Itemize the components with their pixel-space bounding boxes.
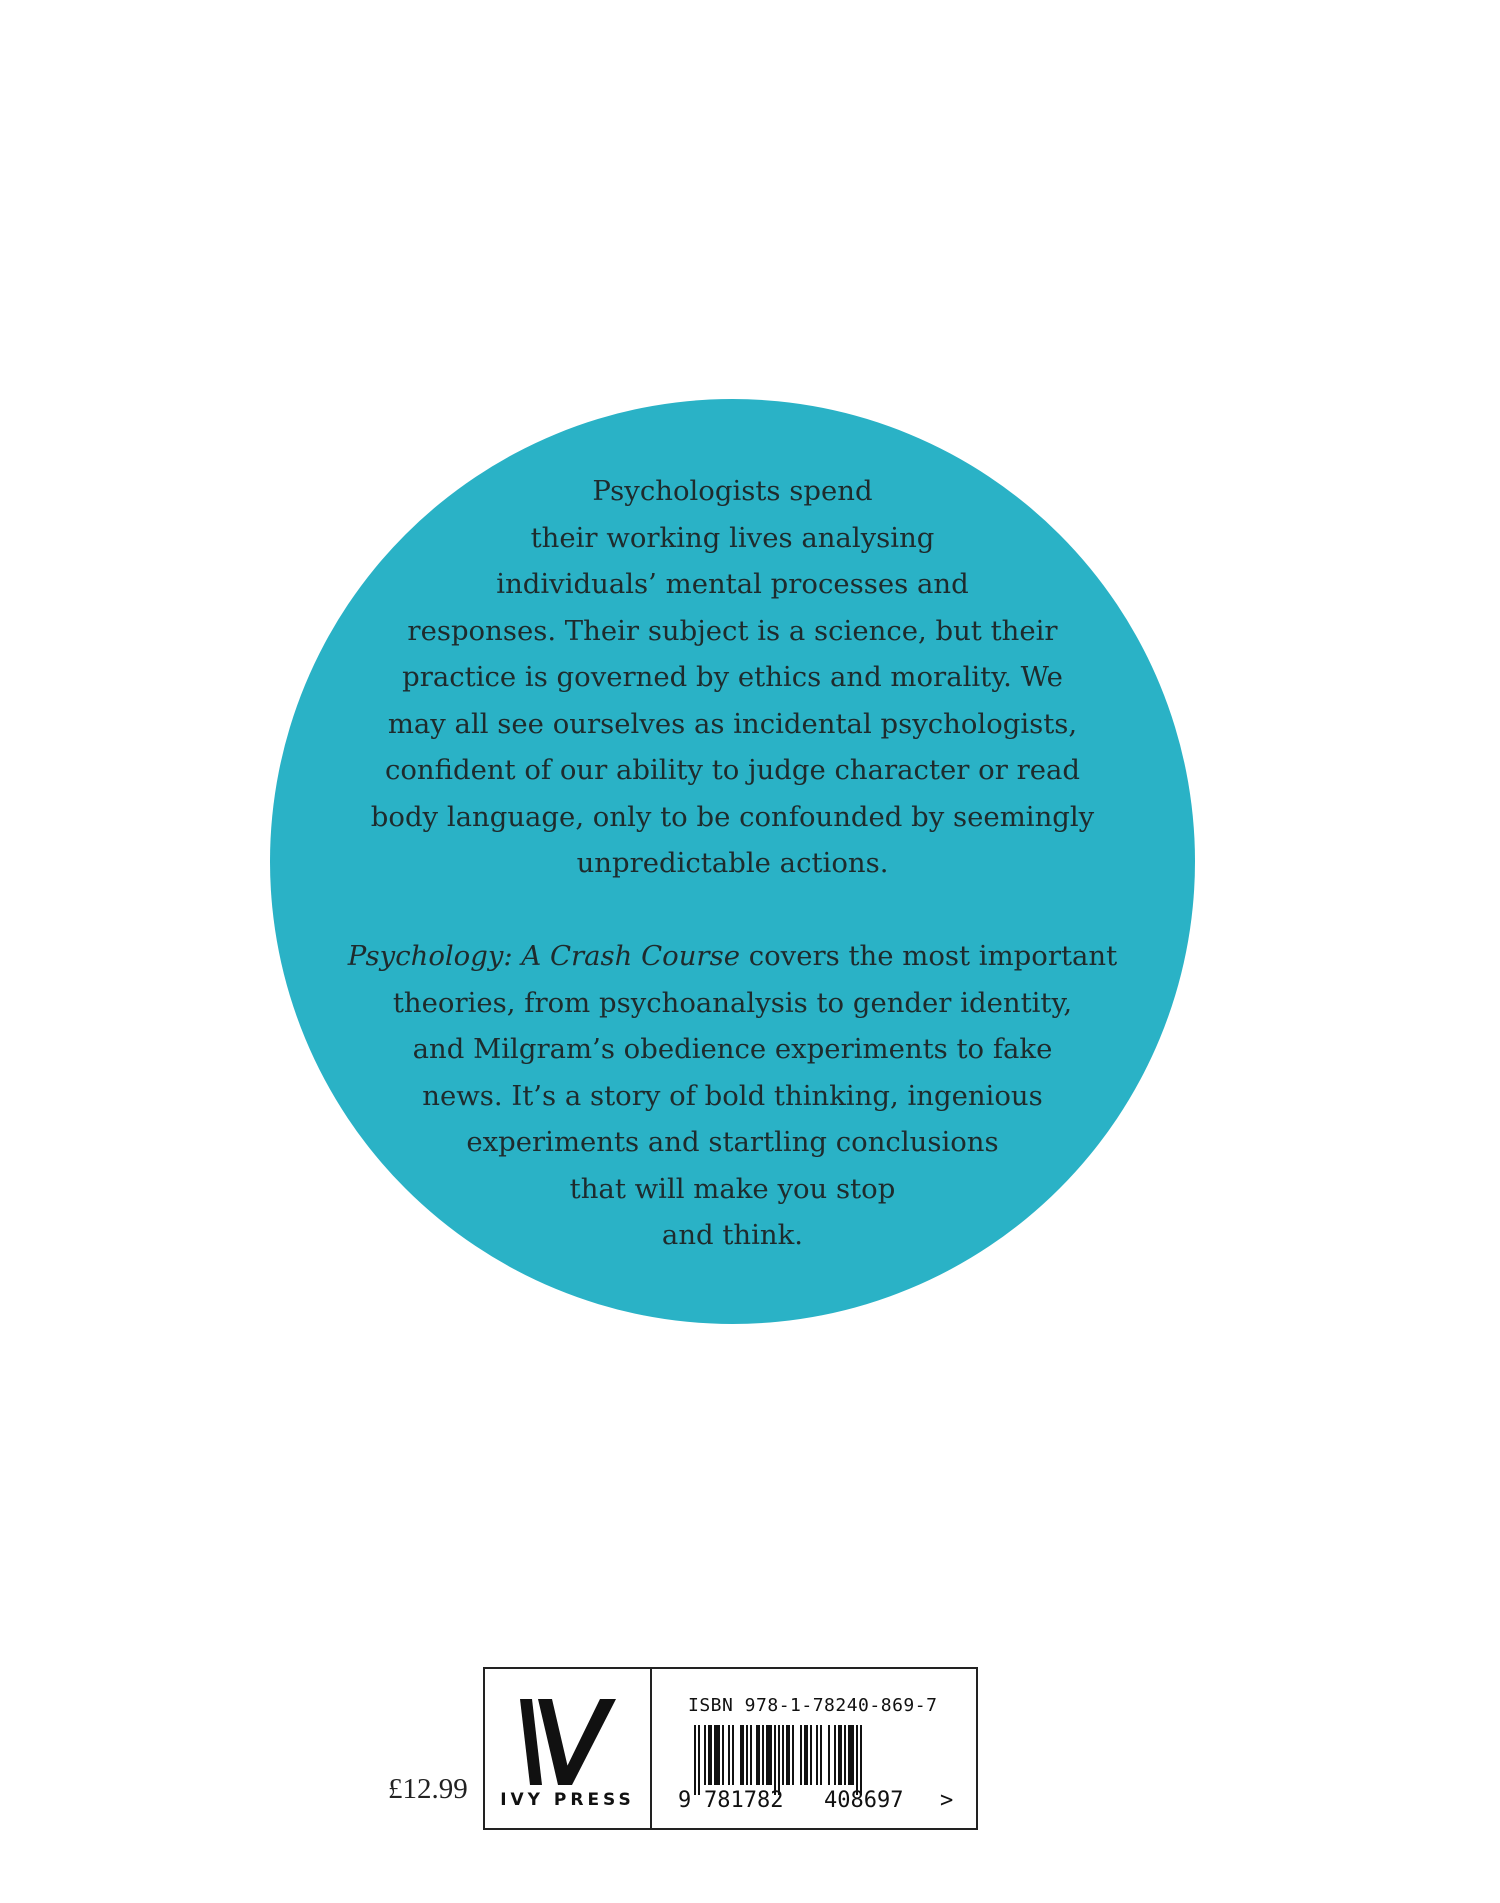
- barcode-bar: [694, 1725, 696, 1795]
- blurb-line: theories, from psychoanalysis to gender identity,: [392, 986, 1073, 1019]
- barcode-bar: [804, 1725, 808, 1785]
- blurb-line: body language, only to be confounded by seemingly: [370, 800, 1095, 833]
- barcode-bar: [786, 1725, 790, 1785]
- barcode-bar: [732, 1725, 734, 1785]
- barcode-bar: [834, 1725, 836, 1785]
- barcode-bar: [816, 1725, 818, 1785]
- barcode-bar: [782, 1725, 784, 1785]
- publisher-logo-cell: [485, 1669, 652, 1828]
- barcode-bar: [838, 1725, 842, 1785]
- paragraph-gap: [300, 887, 1165, 934]
- barcode-bars: [694, 1725, 862, 1795]
- blurb-line-with-title: [300, 933, 1165, 980]
- blurb-line: experiments and startling conclusions: [466, 1126, 999, 1158]
- barcode-bar: [762, 1725, 764, 1785]
- barcode-right-digits: 408697: [824, 1788, 904, 1811]
- barcode-bar: [828, 1725, 830, 1785]
- barcode-left-digits: 781782: [704, 1788, 784, 1811]
- barcode-bar: [750, 1725, 752, 1785]
- barcode-bar: [848, 1725, 854, 1785]
- blurb-line: Psychologists spend: [592, 475, 873, 507]
- ivy-press-logo-icon: [518, 1697, 618, 1787]
- blurb-line: their working lives analysing: [530, 521, 935, 554]
- back-cover-blurb: [300, 468, 1165, 1259]
- barcode-lead-digit: 9: [678, 1788, 692, 1811]
- barcode-bar: [722, 1725, 724, 1785]
- blurb-line: news. It’s a story of bold thinking, ingenious: [422, 1079, 1043, 1112]
- barcode-panel: [483, 1667, 978, 1830]
- price-label: £12.99: [388, 1773, 468, 1805]
- isbn-label: ISBN 978-1-78240-869-7: [688, 1695, 938, 1716]
- blurb-line: responses. Their subject is a science, but their: [407, 614, 1058, 647]
- barcode-bar: [844, 1725, 846, 1785]
- barcode-graphic: [676, 1725, 956, 1811]
- barcode-bar: [856, 1725, 858, 1795]
- barcode-bar: [774, 1725, 776, 1795]
- barcode-bar: [778, 1725, 780, 1795]
- barcode-bar: [800, 1725, 802, 1785]
- blurb-line: that will make you stop: [569, 1172, 896, 1205]
- barcode-bar: [740, 1725, 744, 1785]
- barcode-bar: [792, 1725, 794, 1785]
- barcode-quiet-mark: >: [940, 1788, 954, 1811]
- isbn-barcode-cell: [652, 1669, 976, 1828]
- blurb-line: practice is governed by ethics and morality. We: [402, 661, 1063, 693]
- barcode-bar: [746, 1725, 748, 1785]
- barcode-bar: [756, 1725, 760, 1785]
- blurb-line: confident of our ability to judge character or read: [384, 754, 1081, 786]
- blurb-line: individuals’ mental processes and: [496, 568, 969, 600]
- blurb-line-rest: covers the most important: [739, 940, 1118, 972]
- barcode-bar: [728, 1725, 730, 1785]
- barcode-bar: [708, 1725, 712, 1785]
- barcode-bar: [704, 1725, 706, 1785]
- blurb-line: may all see ourselves as incidental psychologists,: [387, 707, 1078, 740]
- blurb-line: and think.: [661, 1219, 804, 1251]
- barcode-bar: [820, 1725, 822, 1785]
- blurb-line: unpredictable actions.: [576, 847, 889, 879]
- publisher-name: IVY PRESS: [500, 1790, 635, 1810]
- book-title: Psychology: A Crash Course: [347, 940, 740, 972]
- barcode-bar: [698, 1725, 700, 1795]
- barcode-bar: [860, 1725, 862, 1795]
- blurb-line: and Milgram’s obedience experiments to fake: [412, 1033, 1053, 1065]
- barcode-bar: [714, 1725, 720, 1785]
- barcode-bar: [766, 1725, 772, 1785]
- barcode-bar: [810, 1725, 812, 1785]
